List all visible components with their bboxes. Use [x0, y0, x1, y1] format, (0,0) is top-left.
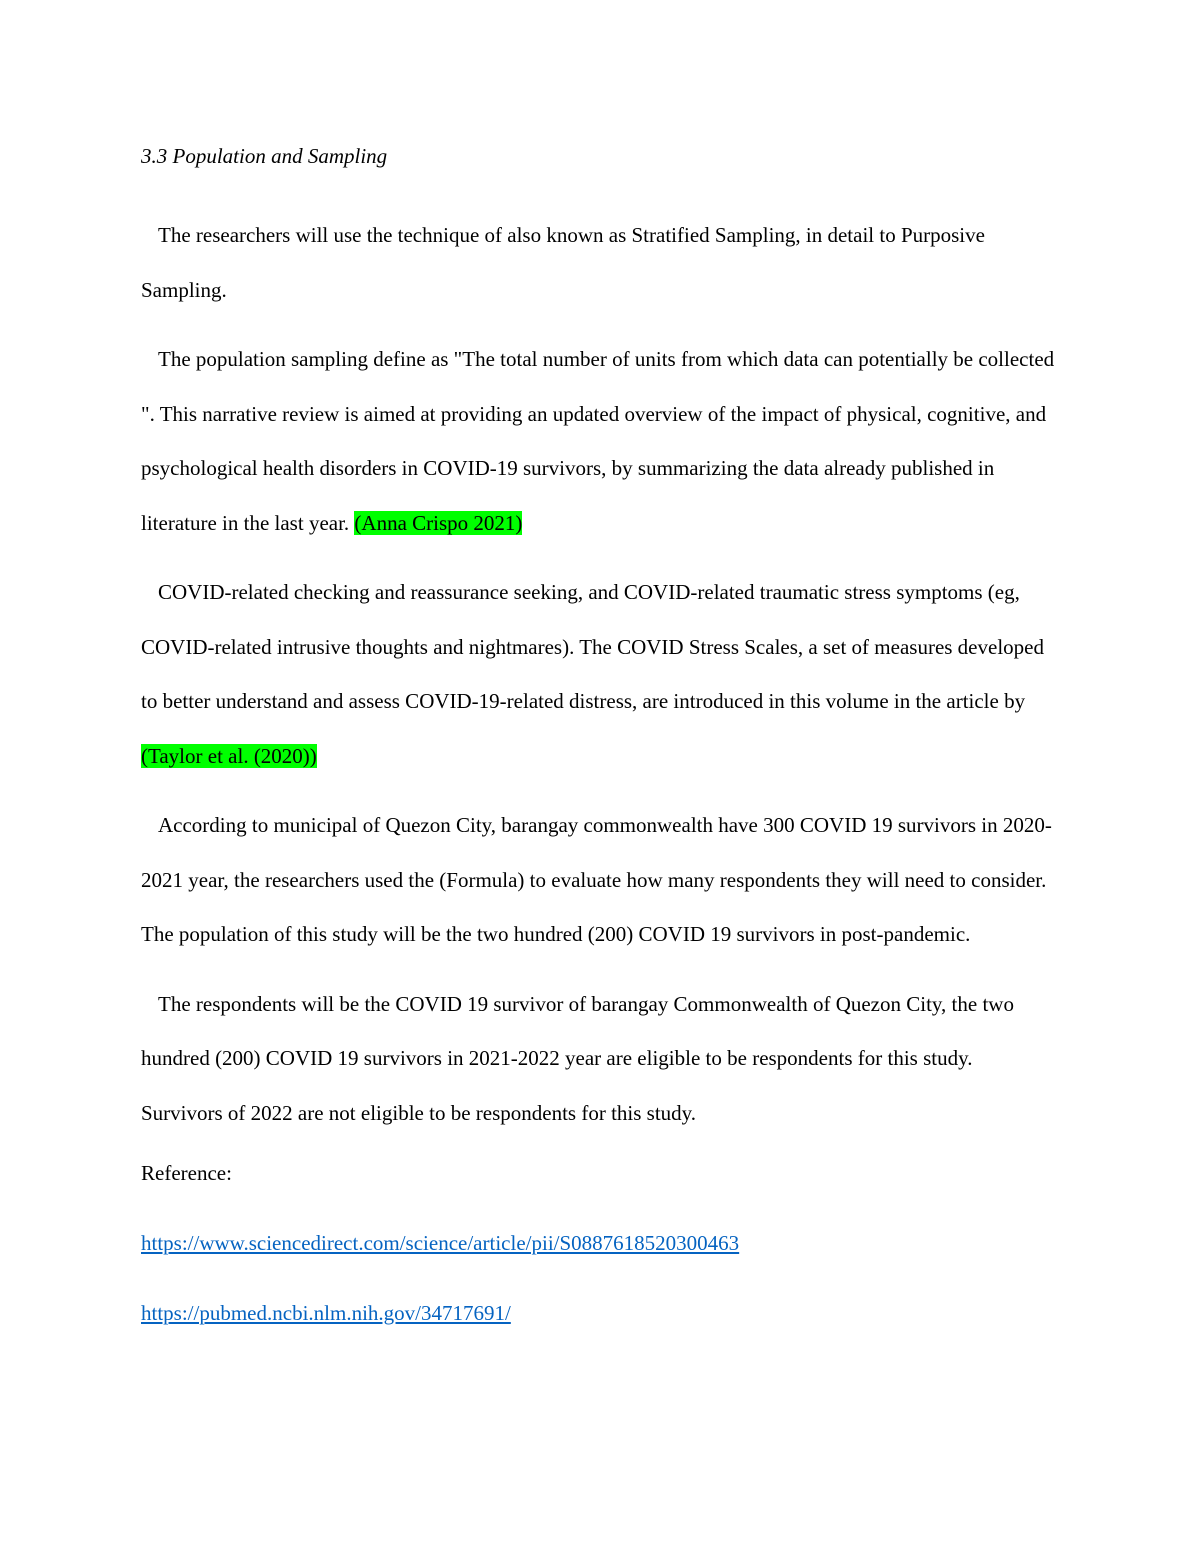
section-heading: 3.3 Population and Sampling	[141, 144, 388, 168]
reference-label: Reference:	[141, 1161, 232, 1185]
paragraph-text: According to municipal of Quezon City, barangay commonwealth have 300 COVID 19 survivors in 2020-2021 year, the researchers used the (Formula) to evaluate how many respondents they will need to consider. The population of this study will be the two hundred (200) COVID 19 survivors in post-pandemic.	[141, 813, 1052, 946]
highlighted-citation: (Taylor et al. (2020))	[141, 743, 317, 768]
paragraph-text: The population sampling define as "The total number of units from which data can potentially be collected ". This narrative review is aimed at providing an updated overview of the impact of physical, cognitive, and psychological health disorders in COVID-19 survivors, by summarizing the data already published in literature in the last year.	[141, 347, 1055, 535]
paragraph-text: The researchers will use the technique of also known as Stratified Sampling, in detail to Purposive Sampling.	[141, 223, 985, 302]
paragraph-population-definition	[141, 332, 1056, 550]
paragraph-respondents	[141, 977, 1056, 1141]
reference-link-pubmed[interactable]: https://pubmed.ncbi.nlm.nih.gov/34717691/	[141, 1301, 511, 1325]
document-body	[141, 138, 1056, 1365]
paragraph-quezon-city-population	[141, 798, 1056, 962]
paragraph-text: The respondents will be the COVID 19 survivor of barangay Commonwealth of Quezon City, the two hundred (200) COVID 19 survivors in 2021-2022 year are eligible to be respondents for this study. Survivors of 2022 are not eligible to be respondents for this study.	[141, 991, 1014, 1125]
paragraph-text: COVID-related checking and reassurance seeking, and COVID-related traumatic stress symptoms (eg, COVID-related intrusive thoughts and nightmares). The COVID Stress Scales, a set of measures developed to better understand and assess COVID-19-related distress, are introduced in this volume in the article by	[141, 580, 1044, 713]
reference-link-sciencedirect[interactable]: https://www.sciencedirect.com/science/article/pii/S0887618520300463	[141, 1231, 740, 1255]
paragraph-covid-stress-scales	[141, 565, 1056, 783]
paragraph-sampling-technique	[141, 208, 1056, 317]
highlighted-citation: (Anna Crispo 2021)	[354, 510, 523, 535]
